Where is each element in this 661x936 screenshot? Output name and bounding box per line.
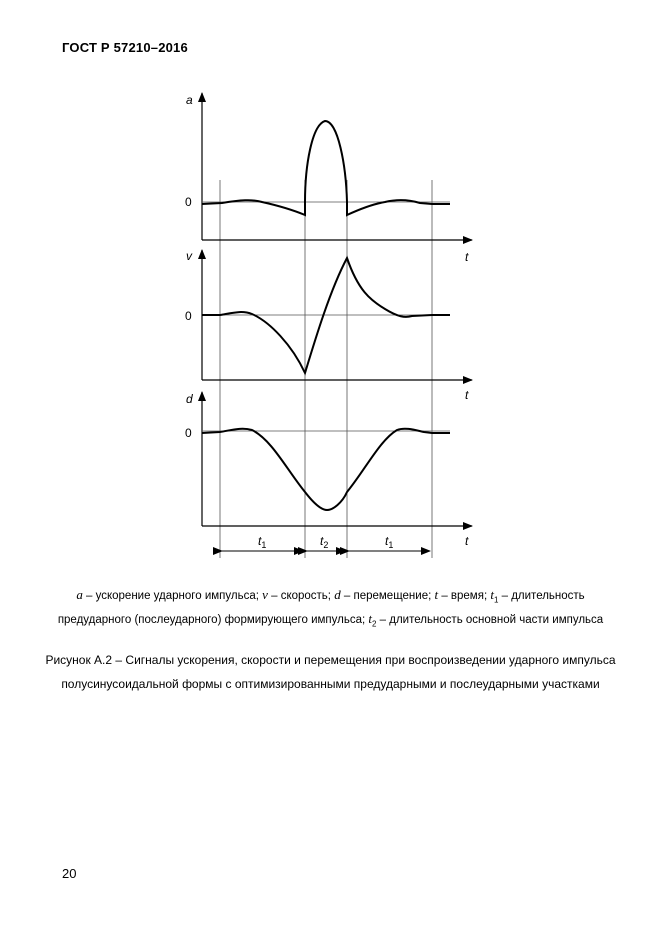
v-curve — [202, 258, 450, 373]
panel-displacement — [185, 392, 472, 548]
a-xlabel: t — [465, 250, 469, 264]
v-zero-label: 0 — [185, 309, 192, 323]
v-xlabel: t — [465, 388, 469, 402]
page-number: 20 — [62, 866, 77, 881]
t1-post-label: $t_1$ — [385, 534, 394, 550]
panel-velocity — [185, 249, 472, 402]
a-ylabel: a — [186, 93, 193, 107]
d-curve — [202, 429, 450, 510]
d-ylabel: d — [186, 392, 193, 406]
t1-pre-label: $t_1$ — [258, 534, 267, 550]
duration-labels — [258, 534, 393, 550]
figure-caption: Рисунок А.2 – Сигналы ускорения, скорости и перемещения при воспроизведении ударного импульса полусинусоидальной формы с оптимизированными предударными и послеударными участками — [45, 653, 616, 691]
a-zero-label: 0 — [185, 195, 192, 209]
d-xlabel: t — [465, 534, 469, 548]
d-zero-label: 0 — [185, 426, 192, 440]
panel-acceleration — [185, 93, 472, 264]
figure-legend: a – ускорение ударного импульса; v – скорость; d – перемещение; t – время; $t_1$ – длительность предударного (послеударного) формирующего импульса; $t_2$ – длительность основной части импульса — [57, 587, 604, 629]
a-curve — [202, 121, 450, 215]
v-ylabel: v — [186, 249, 192, 263]
reference-lines — [220, 180, 432, 558]
document-header: ГОСТ Р 57210–2016 — [62, 40, 188, 55]
t2-label: $t_2$ — [320, 534, 329, 550]
